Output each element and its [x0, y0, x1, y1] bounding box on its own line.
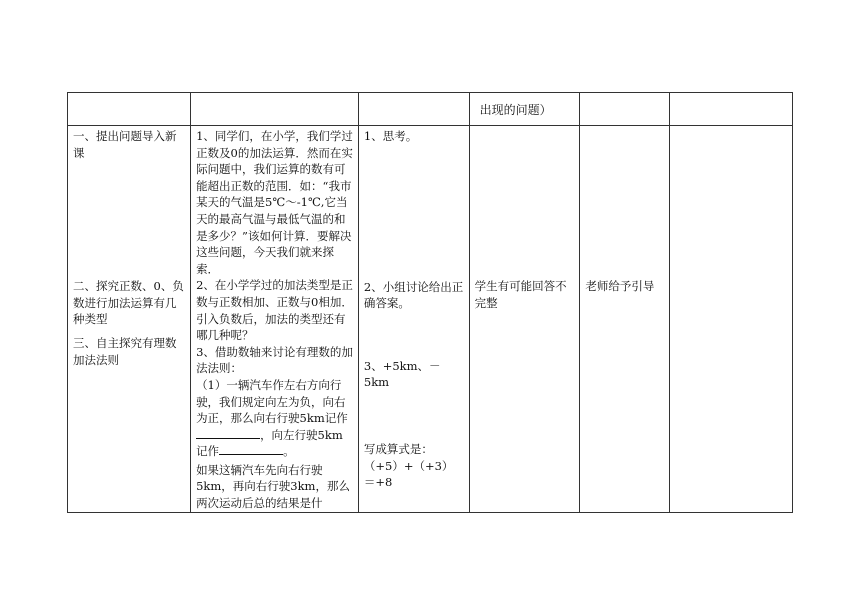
guidance-text-1: 老师给予引导: [585, 279, 655, 293]
lesson-plan-table: [67, 92, 793, 513]
teacher-text-5: 如果这辆汽车先向右行驶5km，再向右行驶3km，那么两次运动后总的结果是什: [196, 462, 350, 511]
step-1-text: 一、提出问题导入新课: [73, 129, 177, 160]
student-text-2: 2、小组讨论给出正确答案。: [363, 279, 464, 311]
issues-text-1: 学生有可能回答不完整: [474, 279, 567, 310]
issues-cell: [469, 126, 580, 513]
steps-cell: [68, 126, 191, 513]
teacher-text-3: 3、借助数轴来讨论有理数的加法法则：: [196, 344, 353, 376]
header-cell-4: 出现的问题）: [469, 93, 580, 126]
teacher-text-1: 1、同学们，在小学，我们学过正数及0的加法运算．然而在实际问题中，我们运算的数有可能超出正数的范围．如：“我市某天的气温是5℃～-1℃,它当天的最高气温与最低气温的和是多少？”该如何计算．要解决这些问题，今天我们就来探索．: [196, 129, 353, 276]
notes-cell: [669, 126, 792, 513]
answer-blank-1[interactable]: [196, 427, 260, 439]
student-text-1: 1、思考。: [363, 129, 418, 143]
student-activity-cell: [358, 126, 469, 513]
teacher-text-4: （1）一辆汽车作左右方向行驶，我们规定向左为负，向右为正，那么向右行驶5km记作，向左行驶5km记作 。: [196, 377, 348, 459]
guidance-cell: [580, 126, 670, 513]
teacher-text-2: 2、在小学学过的加法类型是正数与正数相加、正数与0相加．引入负数后，加法的类型还有哪几种呢？: [196, 278, 353, 343]
table-row-content: [68, 126, 793, 513]
step-2-text: 二、探究正数、0、负数进行加法运算有几种类型: [73, 279, 184, 327]
student-text-3: 3、+5km、－5km: [363, 358, 441, 390]
student-text-4: 写成算式是：（+5）+（+3）＝+8: [363, 441, 454, 490]
teacher-activity-cell: [191, 126, 359, 513]
header-cell-6: [669, 93, 792, 126]
header-cell-1: [68, 93, 191, 126]
table-row-header: [68, 93, 793, 126]
answer-blank-2[interactable]: [219, 443, 283, 455]
header-cell-2: [191, 93, 359, 126]
header-cell-5: [580, 93, 670, 126]
header-cell-3: [358, 93, 469, 126]
step-3-text: 三、自主探究有理数加法法则: [73, 335, 177, 367]
